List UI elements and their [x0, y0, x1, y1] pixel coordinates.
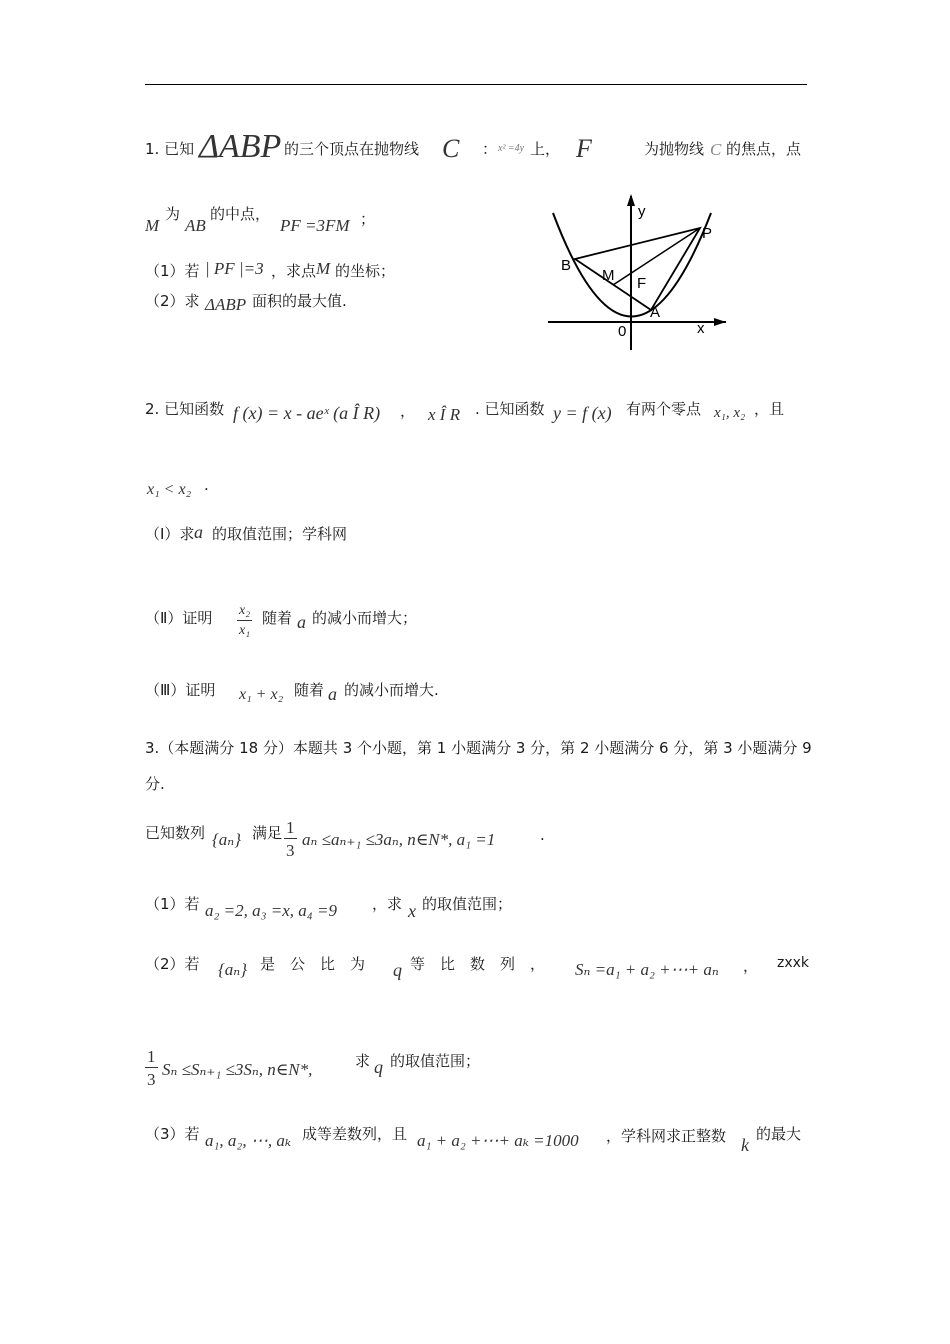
- q2-text: ，: [400, 402, 416, 420]
- q2-var-a: a: [328, 684, 337, 704]
- q3-part3: 的最大: [756, 1125, 802, 1143]
- q3-part2: 等 比 数 列 ，: [410, 955, 546, 973]
- q2-ratio-num: x₂: [237, 604, 252, 621]
- q1-curve-c: C: [710, 140, 722, 159]
- q3-part2: 是 公 比 为: [260, 955, 366, 973]
- q3-arith-seq: a₁, a₂, ⋯, aₖ: [205, 1131, 292, 1150]
- q1-segment-ab: AB: [185, 216, 206, 235]
- q1-curve-c: C: [442, 134, 460, 163]
- q1-text: 为抛物线: [644, 140, 705, 158]
- q3-var-k: k: [741, 1135, 749, 1155]
- q3-part3: （3）若: [145, 1125, 200, 1143]
- q1-parabola-eq: x² =4y: [498, 143, 525, 154]
- q1-text: ：: [482, 140, 498, 158]
- q2-ratio-den: x₁: [239, 623, 251, 638]
- q1-triangle: ΔABP: [199, 128, 282, 165]
- q3-third: [284, 819, 297, 859]
- q3-header: 3.（本题满分 18 分）本题共 3 个小题，第 1 小题满分 3 分，第 2 小题满分 6 分，第 3 小题满分 9: [145, 739, 812, 757]
- q1-text: 1. 已知: [145, 140, 195, 158]
- q2-part3: 的减小而增大.: [344, 681, 439, 699]
- q1-point-m: M: [316, 259, 331, 278]
- q3-third-den: 3: [147, 1070, 156, 1089]
- label-f: F: [637, 275, 647, 292]
- q3-part2: 的取值范围；: [390, 1052, 481, 1070]
- q2-text: .: [204, 476, 209, 494]
- q1-part2: （2）求: [145, 292, 200, 310]
- q3-sn-ineq: Sₙ ≤Sₙ₊₁ ≤3Sₙ, n∈N*,: [162, 1060, 313, 1079]
- q2-text: 有两个零点: [626, 400, 702, 418]
- q1-text: 的三个顶点在抛物线: [284, 140, 420, 158]
- q3-third-num: 1: [147, 1047, 156, 1066]
- label-a: A: [650, 304, 661, 321]
- label-y: y: [638, 203, 646, 220]
- q2-yfx: y = f (x): [553, 403, 612, 423]
- q3-sum-k: a₁ + a₂ +⋯+ aₖ =1000: [417, 1131, 579, 1150]
- q3-seq: {aₙ}: [212, 830, 241, 849]
- q3-condition: aₙ ≤aₙ₊₁ ≤3aₙ, n∈N*, a₁ =1: [302, 830, 496, 849]
- q1-text: 的焦点，点: [726, 140, 802, 158]
- q2-domain: x Î R: [428, 405, 461, 424]
- q2-text: 2. 已知函数: [145, 400, 225, 418]
- q3-part2: ，: [743, 957, 759, 975]
- q1-part1: （1）若: [145, 262, 200, 280]
- q2-part1: 的取值范围；学科网: [212, 525, 348, 543]
- q2-part2: （Ⅱ）证明: [145, 609, 213, 627]
- q3-part3: ，学科网求正整数: [606, 1127, 727, 1145]
- x-axis-arrow: [714, 318, 726, 326]
- q3-text: 已知数列: [145, 824, 206, 842]
- q3-sum-sn: Sₙ =a₁ + a₂ +⋯+ aₙ: [575, 960, 719, 979]
- q1-text: ；: [360, 210, 376, 228]
- q2-part1: （Ⅰ）求: [145, 525, 195, 543]
- label-b: B: [561, 257, 572, 274]
- q2-text: . 已知函数: [475, 400, 545, 418]
- q2-part2: 的减小而增大；: [312, 609, 418, 627]
- q3-part2: 求: [355, 1052, 371, 1070]
- q2-part2: 随着: [262, 609, 293, 627]
- q3-part3: 成等差数列，且: [302, 1125, 408, 1143]
- q2-function: f (x) = x - aeˣ (a Î R): [233, 403, 381, 423]
- median-pm: [613, 228, 700, 285]
- q1-text: 上，: [530, 140, 561, 158]
- q2-ratio: [237, 604, 252, 638]
- q1-focus-f: F: [576, 134, 592, 163]
- q2-var-a: a: [297, 612, 306, 632]
- q2-sum: x₁ + x₂: [239, 686, 284, 703]
- label-p: P: [702, 225, 713, 242]
- q3-var-x: x: [408, 901, 416, 921]
- q3-text: .: [540, 826, 545, 844]
- q3-var-q: q: [393, 960, 402, 980]
- y-axis-arrow: [627, 194, 635, 206]
- q3-text: 满足: [252, 824, 283, 842]
- q2-var-a: a: [194, 522, 203, 542]
- q3-part2: （2）若: [145, 955, 200, 973]
- q1-part2: 面积的最大值.: [252, 292, 347, 310]
- q1-part1: 的坐标；: [335, 262, 396, 280]
- label-m: M: [602, 267, 615, 284]
- q3-part1: 的取值范围；: [422, 895, 513, 913]
- q3-third-den: 3: [286, 841, 295, 860]
- q3-header: 分.: [145, 775, 165, 793]
- q1-part1: ，求点: [271, 262, 317, 280]
- q3-third-num: 1: [286, 818, 295, 837]
- q3-third: [145, 1048, 158, 1088]
- q2-text: ，且: [754, 400, 785, 418]
- q1-text: 的中点，: [210, 205, 271, 223]
- q3-watermark-text: zxxk: [777, 955, 810, 971]
- q2-order: x₁ < x₂: [147, 481, 192, 498]
- q2-zeros: x₁, x₂: [714, 405, 746, 421]
- q2-part3: 随着: [294, 681, 325, 699]
- q3-part1-eq: a₂ =2, a₃ =x, a₄ =9: [205, 901, 337, 920]
- q1-text: 为: [165, 205, 181, 223]
- parabola-figure: [540, 190, 740, 350]
- q2-part3: （Ⅲ）证明: [145, 681, 216, 699]
- label-x: x: [697, 320, 705, 337]
- header-rule: [145, 84, 807, 85]
- label-origin: 0: [618, 323, 627, 340]
- q1-part1-eq: | PF |=3: [205, 259, 264, 278]
- q3-var-q: q: [374, 1057, 383, 1077]
- q3-seq: {aₙ}: [218, 960, 247, 979]
- q1-point-m: M: [145, 216, 160, 235]
- q3-part1: （1）若: [145, 895, 200, 913]
- q3-part1: ，求: [372, 895, 403, 913]
- q1-vector-eq: PF =3FM: [280, 216, 350, 235]
- q1-triangle-small: ΔABP: [205, 295, 247, 314]
